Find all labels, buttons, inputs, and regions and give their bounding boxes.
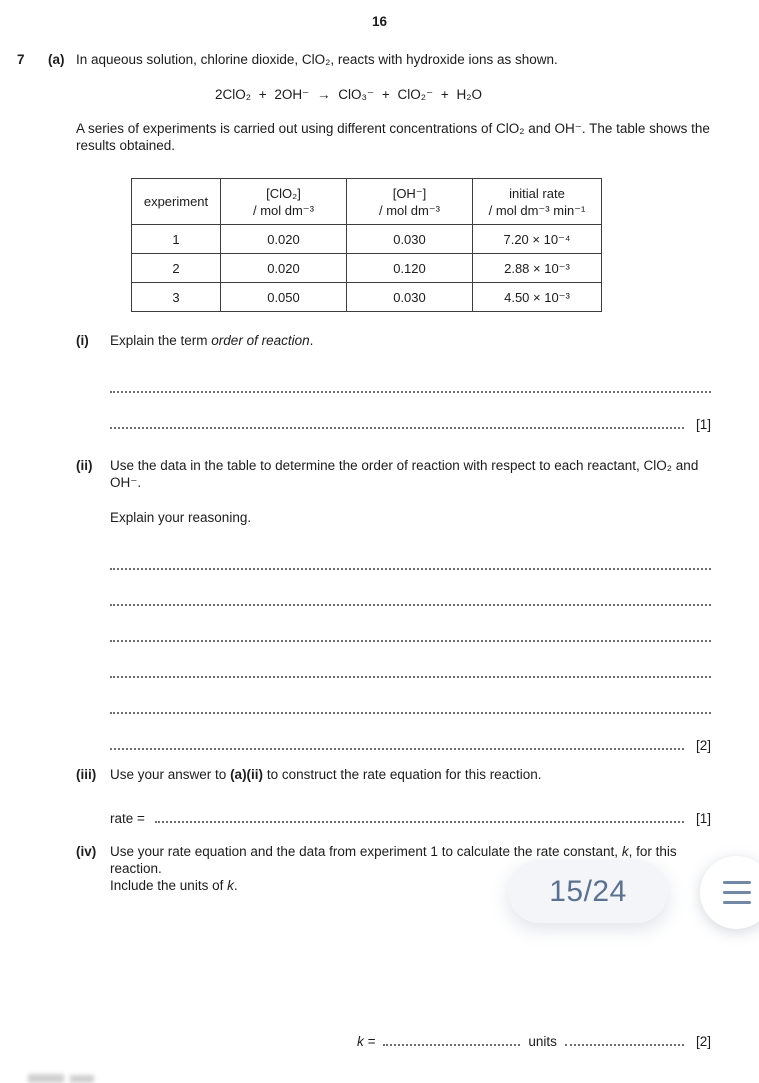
part-i-text-suffix: .	[309, 333, 314, 348]
dotted-line	[110, 391, 711, 393]
dotted-line	[110, 427, 684, 429]
chemical-equation: 2ClO₂ + 2OH⁻ → ClO₃⁻ + ClO₂⁻ + H₂O	[215, 87, 483, 102]
k-answer-line	[357, 1030, 711, 1050]
part-ii-text-main: Use the data in the table to determine the order of reaction with respect to each reactant, ClO₂ and OH⁻.	[110, 458, 699, 490]
hamburger-icon-line	[723, 891, 751, 894]
units-k-italic: k	[227, 878, 234, 893]
question-number: 7	[17, 52, 25, 67]
part-iii-label: (iii)	[76, 767, 97, 782]
answer-line	[110, 538, 711, 574]
header-clo2-formula: [ClO₂]	[266, 185, 301, 201]
header-rate-units: / mol dm⁻³ min⁻¹	[488, 202, 586, 218]
table-cell: 0.120	[347, 254, 473, 283]
table-cell: 0.030	[347, 225, 473, 254]
include-units-prefix: Include the units of	[110, 878, 228, 893]
header-experiment-label: experiment	[143, 194, 209, 209]
table-row	[132, 254, 602, 283]
page-number: 16	[371, 14, 388, 29]
rate-answer-line	[110, 805, 711, 827]
answer-line	[110, 397, 711, 433]
menu-button[interactable]	[700, 856, 759, 929]
part-ii	[76, 457, 711, 754]
table-header-row	[132, 179, 602, 225]
mark-label: [1]	[695, 417, 711, 432]
part-a-label: (a)	[48, 52, 65, 67]
page-bottom-artifact	[70, 1075, 94, 1083]
part-iii-text-suffix: to construct the rate equation for this reaction.	[263, 767, 542, 782]
answer-line	[110, 682, 711, 718]
header-clo2	[221, 179, 347, 225]
units-label: units	[528, 1034, 557, 1049]
table-cell: 1	[132, 225, 221, 254]
hamburger-icon-line	[723, 881, 751, 884]
part-i-text	[110, 332, 711, 349]
header-experiment	[132, 179, 221, 225]
rate-constant-k: k	[621, 844, 629, 859]
page-indicator-pill[interactable]	[508, 860, 668, 923]
header-oh-units: / mol dm⁻³	[378, 202, 441, 218]
dotted-line	[110, 748, 684, 750]
part-iv-label: (iv)	[76, 844, 97, 859]
table-cell: 0.030	[347, 283, 473, 312]
answer-line	[110, 574, 711, 610]
header-oh	[347, 179, 473, 225]
table-cell: 7.20 × 10⁻⁴	[473, 225, 602, 254]
results-table	[131, 178, 602, 312]
part-i-question	[76, 332, 711, 349]
part-iii-text	[110, 766, 711, 783]
dotted-line	[110, 568, 711, 570]
table-cell: 0.020	[221, 225, 347, 254]
dotted-line	[110, 604, 711, 606]
table-cell: 2	[132, 254, 221, 283]
table-row	[132, 283, 602, 312]
part-iii-ref-bold: (a)(ii)	[230, 767, 264, 782]
table-row	[132, 225, 602, 254]
answer-line	[110, 718, 711, 754]
dotted-line	[110, 640, 711, 642]
header-rate-label: initial rate	[509, 185, 565, 201]
part-iii	[76, 766, 711, 827]
page-bottom-artifact	[28, 1074, 64, 1083]
hamburger-icon-line	[723, 901, 751, 904]
part-iii-question	[76, 766, 711, 783]
table-cell: 2.88 × 10⁻³	[473, 254, 602, 283]
part-ii-label: (ii)	[76, 458, 93, 473]
header-initial-rate	[473, 179, 602, 225]
header-oh-formula: [OH⁻]	[392, 185, 427, 201]
header-clo2-units: / mol dm⁻³	[252, 202, 315, 218]
mark-label: [2]	[695, 738, 711, 753]
question-intro-text: In aqueous solution, chlorine dioxide, ClO₂, reacts with hydroxide ions as shown.	[76, 52, 558, 67]
answer-line	[110, 361, 711, 397]
dotted-line	[110, 712, 711, 714]
part-iv-text-prefix: Use your rate equation and the data from experiment 1 to calculate the rate constant,	[110, 844, 622, 859]
part-i-label: (i)	[76, 333, 89, 348]
part-ii-text	[110, 457, 711, 526]
dotted-line	[565, 1044, 684, 1046]
answer-line	[110, 610, 711, 646]
part-iv-text-suffix: , for this reaction.	[110, 844, 677, 876]
part-i-text-prefix: Explain the term	[110, 333, 212, 348]
mark-label: [1]	[695, 811, 711, 826]
table-cell: 4.50 × 10⁻³	[473, 283, 602, 312]
series-description: A series of experiments is carried out using different concentrations of ClO₂ and OH⁻. The table shows the results obtained.	[76, 121, 710, 153]
dotted-line	[383, 1044, 520, 1046]
table-cell: 3	[132, 283, 221, 312]
part-iii-text-prefix: Use your answer to	[110, 767, 231, 782]
part-i	[76, 332, 711, 433]
part-ii-text-reasoning: Explain your reasoning.	[110, 510, 252, 525]
rate-label: rate =	[110, 811, 145, 826]
include-units-suffix: .	[233, 878, 238, 893]
dotted-line	[110, 676, 711, 678]
page-indicator-text: 15/24	[549, 875, 627, 908]
order-of-reaction-term: order of reaction	[211, 333, 310, 348]
part-ii-answer-area	[76, 538, 711, 754]
table-cell: 0.020	[221, 254, 347, 283]
part-ii-question	[76, 457, 711, 526]
mark-label: [2]	[695, 1034, 711, 1049]
question-7-intro-row	[17, 51, 711, 68]
answer-line	[110, 646, 711, 682]
k-label: k =	[357, 1034, 376, 1049]
dotted-line	[155, 821, 684, 823]
table-cell: 0.050	[221, 283, 347, 312]
part-i-answer-area	[76, 361, 711, 433]
